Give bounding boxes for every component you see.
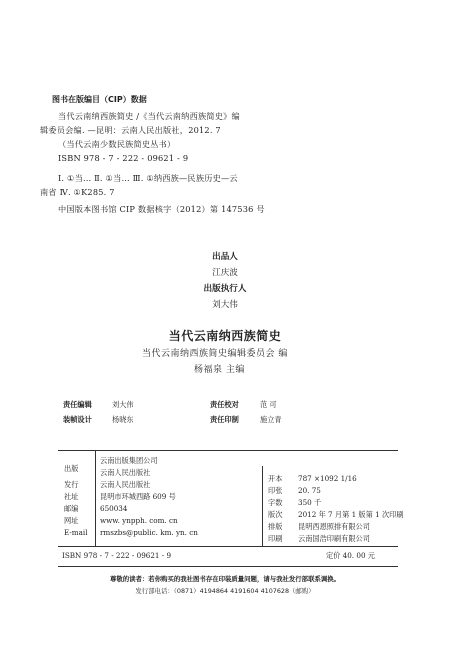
reader-notice: 尊敬的读者：若你购买的我社图书存在印装质量问题，请与我社发行部联系调换。 [109,575,341,583]
typeset-label: 排版 [268,522,283,531]
edition-value: 2012 年 7 月第 1 版第 1 次印刷 [298,510,404,519]
typeset-value: 昆明西恩照排有限公司 [298,522,370,531]
postcode-label: 邮编 [64,504,79,513]
website-label: 网址 [64,516,79,525]
table-left-divider [95,451,96,546]
email-value: rmszbs@public. km. yn. cn [100,528,198,537]
staff-editor-label: 责任编辑 [63,400,92,409]
cip-heading: 图书在版编目（CIP）数据 [52,95,147,104]
cip-record-number: 中国版本图书馆 CIP 数据核字（2012）第 147536 号 [58,204,265,214]
producer-name: 江庆波 [212,268,238,278]
price: 定价 40. 00 元 [326,551,375,560]
edition-label: 版次 [268,510,283,519]
staff-proof-name: 范 可 [260,400,277,409]
producer-label: 出品人 [212,252,238,262]
publisher-value: 云南人民出版社 [100,468,151,477]
printer-value: 云南国浩印刷有限公司 [298,534,370,543]
cip-line: （当代云南少数民族简史丛书） [58,139,176,149]
cip-line: 当代云南纳西族简史 /《当代云南纳西族简史》编 [58,111,240,121]
address-value: 昆明市环城西路 609 号 [100,492,176,501]
table-mid-divider [262,466,263,546]
staff-print-label: 责任印制 [210,415,239,424]
staff-print-name: 施立青 [260,415,282,424]
format-label: 开本 [268,474,283,483]
cip-isbn: ISBN 978 - 7 - 222 - 09621 - 9 [58,153,189,163]
website-value: www. ynpph. com. cn [100,516,178,525]
format-value: 787 ×1092 1/16 [298,474,357,483]
staff-editor-name: 刘大伟 [112,400,134,409]
words-value: 350 千 [298,498,322,507]
table-bottom-rule [58,546,398,547]
publisher-label: 出版 [64,464,79,473]
chief-editor: 杨福泉 主编 [194,365,245,375]
sheets-label: 印张 [268,486,283,495]
words-label: 字数 [268,498,283,507]
issuer-value: 云南人民出版社 [100,480,151,489]
printer-label: 印刷 [268,534,283,543]
email-label: E-mail [64,528,88,537]
address-label: 社址 [64,492,79,501]
table-top-rule [58,450,398,451]
cip-line: 辑委员会编. —昆明：云南人民出版社，2012. 7 [40,125,221,135]
exec-publisher-name: 刘大伟 [212,300,238,310]
publisher-value: 云南出版集团公司 [100,456,158,465]
cip-classification: 南省 Ⅳ. ①K285. 7 [40,187,115,197]
staff-design-label: 装帧设计 [63,415,92,424]
exec-publisher-label: 出版执行人 [203,284,247,294]
postcode-value: 650034 [100,504,128,513]
isbn-bottom: ISBN 978 - 7 - 222 - 09621 - 9 [62,551,172,560]
issuer-label: 发行 [64,480,79,489]
book-title: 当代云南纳西族简史 [168,329,282,343]
sales-phone: 发行部电话：（0871）4194864 4191604 4107628（邮购） [135,587,315,595]
sheets-value: 20. 75 [298,486,321,495]
staff-proof-label: 责任校对 [210,400,239,409]
footer-rule [58,566,398,567]
staff-design-name: 杨晓东 [112,415,134,424]
cip-classification: Ⅰ. ①当… Ⅱ. ①当… Ⅲ. ①纳西族—民族历史—云 [58,173,238,183]
editor-committee: 当代云南纳西族简史编辑委员会 编 [142,349,288,359]
